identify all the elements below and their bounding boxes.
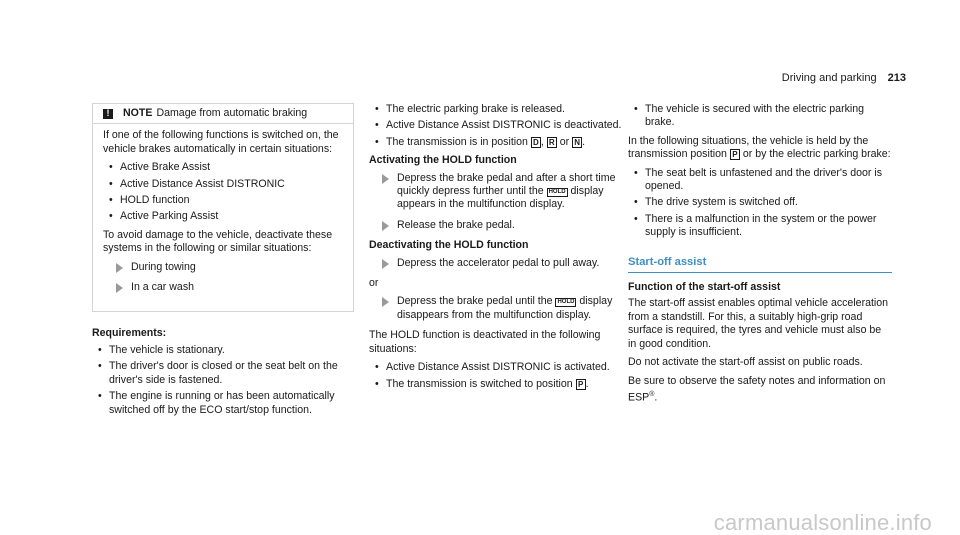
hold-icon: HOLD [557,299,575,306]
column-middle [369,103,623,396]
situation-step [103,281,345,294]
column-right [628,103,892,410]
note-label: NOTE [123,107,153,119]
note-title: Damage from automatic braking [156,107,308,119]
step-arrow-icon [116,283,123,293]
list-item: • There is a malfunction in the system or the power supply is insufficient. [628,213,892,240]
watermark: carmanualsonline.info [713,509,932,535]
section-title: Start-off assist [628,256,892,273]
list-item: • Active Distance Assist DISTRONIC is deactivated. [369,119,623,132]
list-item: • Active Distance Assist DISTRONIC [103,178,345,191]
paragraph-text: In the following situations, the vehicle is held by the transmission position [628,134,869,161]
step-text: In a car wash [131,281,195,294]
requirements-list [92,344,354,417]
held-list [628,167,892,240]
list-item: • Active Distance Assist DISTRONIC is activated. [369,361,623,374]
gear-n-icon: N [572,137,582,148]
item-text: The transmission is in position [386,135,528,148]
step-text: Depress the brake pedal until the [397,295,553,308]
item-text: The transmission is switched to position [386,377,573,390]
deactivated-intro: The HOLD function is deactivated in the following situations: [369,329,601,355]
note-box [92,103,354,312]
deactivating-heading: Deactivating the HOLD function [369,239,529,252]
list-item: • The driver's door is closed or the seat belt on the driver's side is fastened. [92,360,354,387]
step-arrow-icon [382,221,389,231]
list-item: • The transmission is switched to position P . [369,378,623,391]
paragraph-text: or by the electric parking brake: [742,148,891,161]
step-text: Depress the brake pedal and after a short time quickly depress further until the [397,171,616,198]
section-name: Driving and parking [781,72,877,84]
list-item: • The seat belt is unfastened and the driver's door is opened. [628,167,892,194]
list-item: • The transmission is in position D , R or N . [369,136,623,149]
observe-text [628,375,892,405]
gear-r-icon: R [547,137,557,148]
gear-d-icon: D [531,137,541,148]
paragraph-text: . [654,391,658,404]
gear-p-icon: P [576,379,586,390]
list-item: • The vehicle is stationary. [92,344,354,357]
list-item: • The engine is running or has been automatically switched off by the ECO start/stop function. [92,390,354,417]
note-header [93,104,353,124]
gear-p-icon: P [730,149,740,160]
warning-icon: ! [103,109,113,119]
step-arrow-icon [382,174,389,184]
note-advice: To avoid damage to the vehicle, deactivate these systems in the following or similar situations: [103,228,333,255]
deactivated-list [369,361,623,391]
item-text: or [559,135,570,148]
instruction-step [369,257,623,270]
function-text: The start-off assist enables optimal vehicle acceleration from a standstill. For this, a suitably high-grip road surface is required, the tyres and vehicle must also be in good condition. [628,297,889,350]
registered-mark: ® [649,390,655,398]
requirements-continued [369,103,623,149]
paragraph-text: Be sure to observe the safety notes and information on ESP [628,374,886,404]
step-text: During towing [131,260,196,273]
step-text: Release the brake pedal. [397,218,515,231]
hold-icon: HOLD [548,189,566,196]
page-number: 213 [887,72,906,84]
list-item: • The drive system is switched off. [628,196,892,209]
situation-step [103,261,345,274]
step-text: display appears in the multifunction display. [397,185,604,211]
requirements-heading: Requirements: [92,327,167,340]
function-heading: Function of the start-off assist [628,281,781,294]
list-item: • Active Parking Assist [103,210,345,223]
page-header [782,72,906,85]
public-roads-text: Do not activate the start-off assist on public roads. [628,356,863,369]
list-item: • HOLD function [103,194,345,207]
step-arrow-icon [382,297,389,307]
step-arrow-icon [116,263,123,273]
note-body [93,124,353,311]
step-arrow-icon [382,259,389,269]
list-item: • Active Brake Assist [103,161,345,174]
column-left [92,103,354,422]
list-item: • The electric parking brake is released. [369,103,623,116]
note-intro: If one of the following functions is switched on, the vehicle brakes automatically in certain situations: [103,129,339,155]
deactivated-list-continued [628,103,892,130]
instruction-step [369,295,623,322]
activating-heading: Activating the HOLD function [369,154,517,167]
functions-list [103,161,345,224]
or-label: or [369,277,379,290]
instruction-step [369,219,623,232]
held-paragraph [628,135,892,162]
instruction-step [369,172,623,212]
step-text: display disappears from the multifunction display. [397,295,613,321]
list-item: • The vehicle is secured with the electric parking brake. [628,103,892,130]
step-text: Depress the accelerator pedal to pull away. [397,256,600,269]
